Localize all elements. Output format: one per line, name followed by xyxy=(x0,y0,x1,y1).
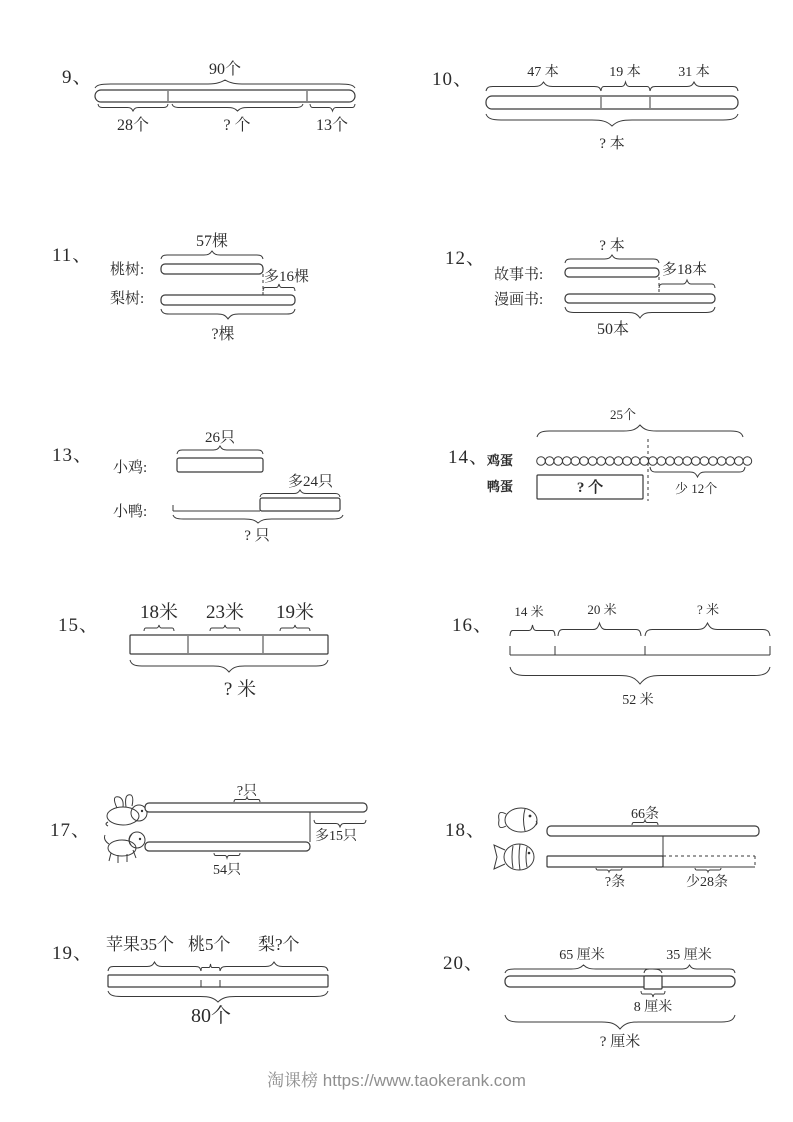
brace-down xyxy=(650,467,745,477)
problem-11-diagram xyxy=(108,233,343,348)
problem-number: 14、 xyxy=(448,447,490,468)
brace-up xyxy=(659,280,715,288)
total-label: 90个 xyxy=(208,61,242,78)
bar xyxy=(108,975,328,987)
total-label: ? 只 xyxy=(244,528,270,544)
problem-number: 15、 xyxy=(58,615,100,636)
problem-16-diagram xyxy=(498,598,783,713)
brace-down xyxy=(695,868,721,872)
segment-label: 19米 xyxy=(275,602,315,623)
problem-19-diagram xyxy=(98,928,343,1028)
problem-10-diagram xyxy=(478,60,763,160)
problem-number: 16、 xyxy=(452,615,494,636)
problem-number: 19、 xyxy=(52,943,94,964)
row1-label: 小鸡: xyxy=(113,460,148,476)
problem-9-diagram xyxy=(92,60,362,140)
row1-total-label: 66条 xyxy=(631,807,659,822)
less-label: 少 12个 xyxy=(675,481,718,496)
problem-number: 13、 xyxy=(52,445,94,466)
brace-down xyxy=(641,991,665,997)
brace-down xyxy=(98,104,168,111)
row1-total-label: 26只 xyxy=(204,430,236,446)
problem-15-diagram xyxy=(105,598,355,703)
brace-up xyxy=(108,962,201,971)
problem-number: 18、 xyxy=(445,820,487,841)
watermark-footer: 淘课榜 https://www.taokerank.com xyxy=(267,1071,526,1090)
box-label: ? 个 xyxy=(576,480,604,496)
angelfish-icon xyxy=(494,844,534,870)
brace-up xyxy=(505,965,662,973)
brace-up xyxy=(645,623,770,636)
bar-row1 xyxy=(161,264,263,274)
segment-label: 35 厘米 xyxy=(666,948,712,963)
brace-up xyxy=(280,625,310,631)
brace-down xyxy=(173,515,343,523)
brace-down xyxy=(214,853,240,858)
bar-row1 xyxy=(565,268,659,277)
problem-17-diagram xyxy=(82,782,377,894)
row1-total-label: ?只 xyxy=(236,784,258,799)
problem-number: 20、 xyxy=(443,953,485,974)
row2-label: 鸭蛋 xyxy=(487,479,514,494)
bar-row2 xyxy=(145,842,310,851)
total-label: 80个 xyxy=(191,1005,231,1027)
problem-number: 9、 xyxy=(62,67,93,88)
segment-label: 47 本 xyxy=(527,65,559,80)
brace-up xyxy=(510,625,555,636)
segment-label: 13个 xyxy=(315,117,349,134)
bar-row2 xyxy=(565,294,715,303)
segment-label: 苹果35个 xyxy=(106,935,174,954)
brace-up xyxy=(144,625,174,631)
total-label: ? 米 xyxy=(223,679,257,700)
problem-18-diagram xyxy=(485,782,775,894)
more-label: 多18本 xyxy=(662,262,708,278)
row1-total-label: 57棵 xyxy=(195,233,229,250)
box-row2-extra xyxy=(260,498,340,511)
row2-total-label: 54只 xyxy=(213,863,241,878)
brace-down xyxy=(161,309,295,319)
problem-12-diagram xyxy=(492,236,757,346)
segment-label: 18米 xyxy=(139,602,179,623)
fish-icon xyxy=(499,808,537,832)
box-row1 xyxy=(177,458,263,472)
bar xyxy=(95,90,355,102)
brace-down xyxy=(130,660,328,672)
brace-up xyxy=(177,446,263,454)
bar xyxy=(486,96,738,109)
row1-label: 桃树: xyxy=(110,262,145,278)
total-label: ? 本 xyxy=(599,136,625,152)
brace-down xyxy=(510,667,770,684)
segment-label: 23米 xyxy=(205,602,245,623)
row2-label: 小鸭: xyxy=(113,504,148,520)
problem-14-diagram xyxy=(485,403,770,508)
row1-label: 鸡蛋 xyxy=(487,453,514,468)
overlap-label: 8 厘米 xyxy=(633,1000,673,1015)
segment-label: 14 米 xyxy=(514,604,544,619)
brace-down xyxy=(310,104,355,111)
rabbit-icon xyxy=(106,795,147,826)
total-label: 52 米 xyxy=(622,693,654,708)
row1-total-label: ? 本 xyxy=(599,238,625,254)
problem-number: 17、 xyxy=(50,820,92,841)
segment-label: 31 本 xyxy=(678,65,710,80)
more-label: 多24只 xyxy=(288,474,334,490)
segment-label: 19 本 xyxy=(609,65,641,80)
bar-row1 xyxy=(145,803,367,812)
segment-label: 20 米 xyxy=(587,602,617,617)
segment-label: 梨?个 xyxy=(258,935,300,954)
total-label: ? 厘米 xyxy=(599,1034,641,1050)
bar-row2-solid xyxy=(547,856,663,867)
segment-label: ? 米 xyxy=(696,602,720,617)
more-label: 多15只 xyxy=(315,829,357,844)
problem-number: 12、 xyxy=(445,248,487,269)
problem-number: 11、 xyxy=(52,245,93,266)
brace-up xyxy=(565,255,659,263)
brace-down xyxy=(565,307,715,318)
less-label: 少28条 xyxy=(686,875,728,890)
brace-up xyxy=(650,82,738,91)
brace-down xyxy=(314,820,366,827)
brace-down xyxy=(486,114,738,126)
row2-label: 漫画书: xyxy=(494,292,544,308)
problem-20-diagram xyxy=(492,943,777,1051)
more-label: 多16棵 xyxy=(264,269,310,285)
row2-label: 梨树: xyxy=(110,291,145,307)
brace-down xyxy=(172,104,303,111)
brace-up xyxy=(95,80,355,88)
brace-up xyxy=(601,82,650,91)
brace-up xyxy=(161,251,263,259)
segment-label: 28个 xyxy=(116,117,150,134)
brace-up xyxy=(260,490,340,497)
bar xyxy=(130,635,328,654)
segment-label: 65 厘米 xyxy=(559,948,605,963)
brace-down xyxy=(505,1015,735,1029)
row1-label: 故事书: xyxy=(494,267,544,283)
bar xyxy=(505,976,735,987)
brace-up xyxy=(644,965,735,973)
row2-part-label: ?条 xyxy=(604,875,626,890)
brace-up xyxy=(558,623,641,636)
brace-down xyxy=(596,868,622,872)
brace-up xyxy=(486,82,601,91)
brace-up xyxy=(201,964,220,971)
total-label: 50本 xyxy=(596,321,630,338)
overlap-box xyxy=(644,976,662,989)
segment-label: ? 个 xyxy=(223,117,251,134)
brace-up xyxy=(210,625,240,631)
brace-up xyxy=(537,425,743,437)
dog-icon xyxy=(105,832,146,863)
total-label: ?棵 xyxy=(211,326,235,343)
bar-row1 xyxy=(547,826,759,836)
segment-label: 桃5个 xyxy=(188,935,231,954)
brace-up xyxy=(263,284,295,291)
egg-row xyxy=(537,457,752,466)
brace-up xyxy=(220,962,328,971)
problem-13-diagram xyxy=(105,428,370,548)
problem-number: 10、 xyxy=(432,69,474,90)
brace-down xyxy=(108,991,328,1002)
total-label: 25个 xyxy=(609,407,637,422)
bar-row2 xyxy=(161,295,295,305)
